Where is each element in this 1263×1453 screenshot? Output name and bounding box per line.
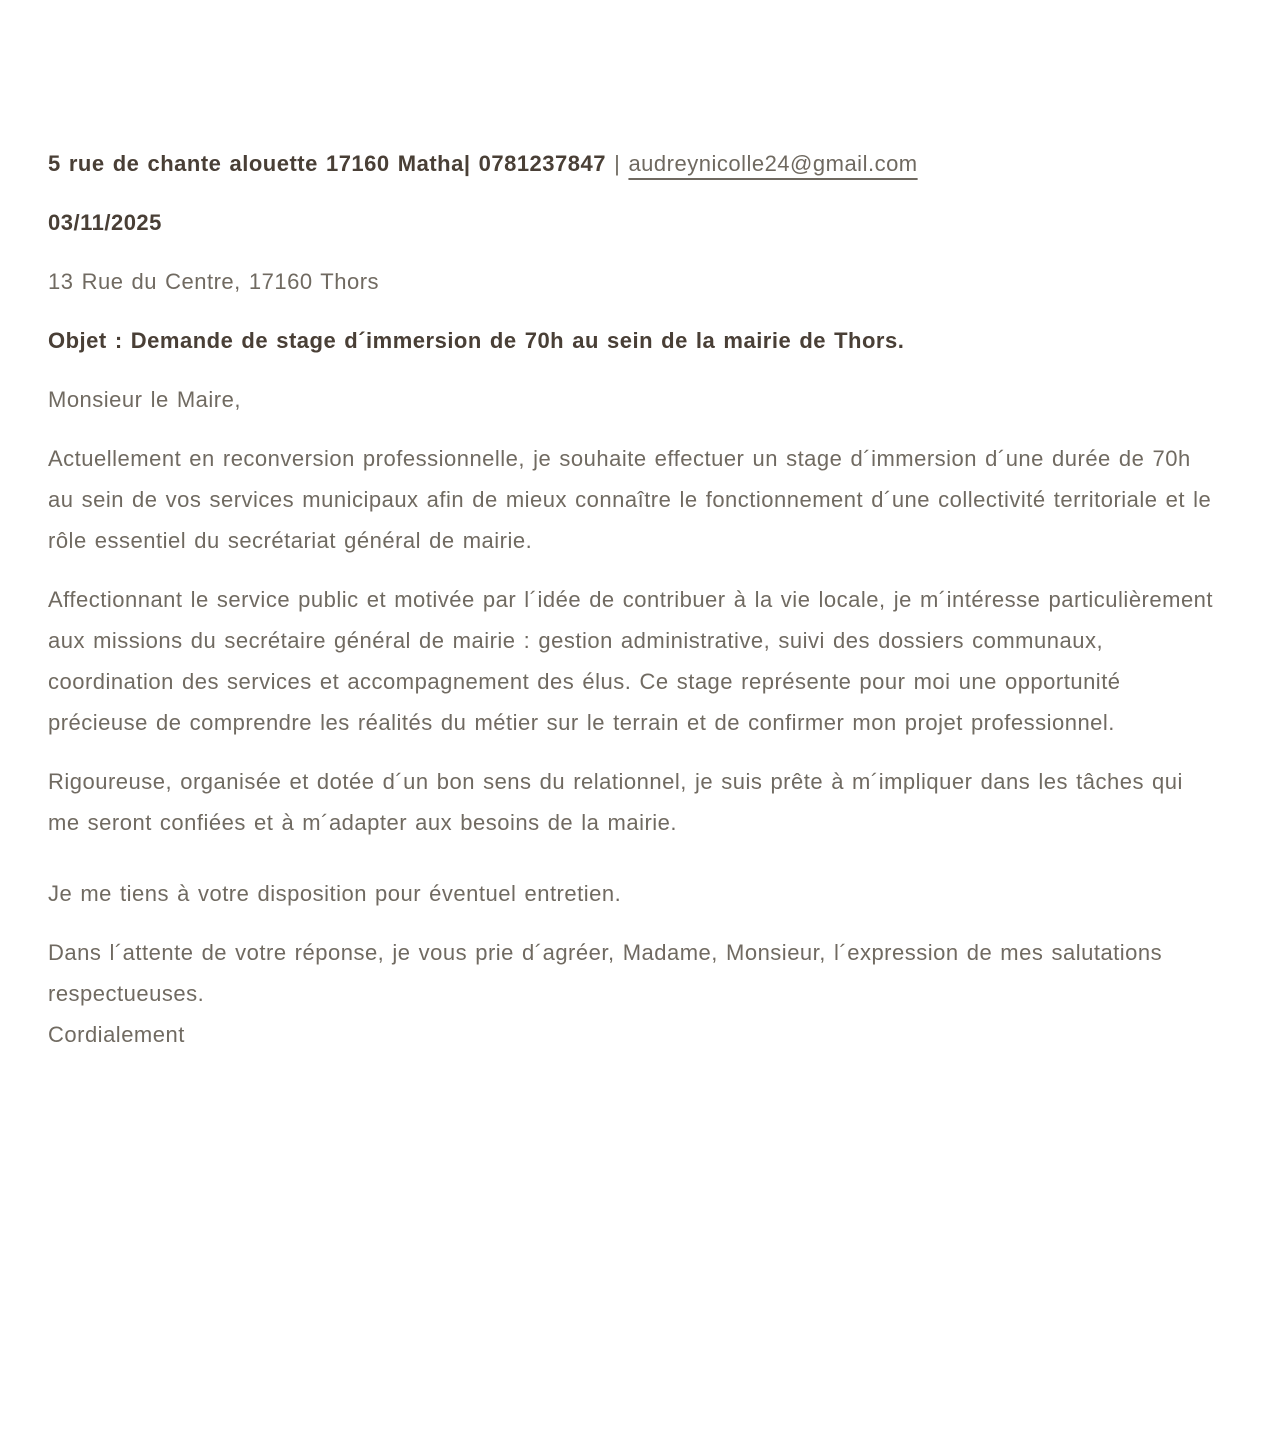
closing-paragraph	[48, 932, 1215, 1055]
closing-formula: Dans l´attente de votre réponse, je vous prie d´agréer, Madame, Monsieur, l´expression de mes salutations respectueuses.	[48, 940, 1163, 1006]
contact-phone: 0781237847	[478, 151, 606, 176]
letter-date: 03/11/2025	[48, 210, 162, 235]
separator-pipe-1: |	[463, 151, 471, 176]
letter-paragraph: Rigoureuse, organisée et dotée d´un bon sens du relationnel, je suis prête à m´impliquer dans les tâches qui me seront confiées et à m´adapter aux besoins de la mairie.	[48, 769, 1183, 835]
closing-signoff: Cordialement	[48, 1022, 185, 1047]
separator-pipe-2: |	[614, 151, 621, 176]
subject-line: Objet : Demande de stage d´immersion de 70h au sein de la mairie de Thors.	[48, 328, 905, 353]
recipient-address: 13 Rue du Centre, 17160 Thors	[48, 269, 380, 294]
letter-paragraph: Affectionnant le service public et motivée par l´idée de contribuer à la vie locale, je m´intéresse particulièrement aux missions du secrétaire général de mairie : gestion administrative, suivi des dossiers communaux, coordination des services et accompagnement des élus. Ce stage représente pour moi une opportunité précieuse de comprendre les réalités du métier sur le terrain et de confirmer mon projet professionnel.	[48, 587, 1214, 735]
contact-header	[48, 143, 1215, 184]
letter-paragraph: Je me tiens à votre disposition pour éventuel entretien.	[48, 881, 622, 906]
contact-address: 5 rue de chante alouette 17160 Matha	[48, 151, 464, 176]
email-link[interactable]: audreynicolle24@gmail.com	[628, 151, 918, 176]
salutation: Monsieur le Maire,	[48, 387, 241, 412]
letter-paragraph: Actuellement en reconversion professionnelle, je souhaite effectuer un stage d´immersion d´une durée de 70h au sein de vos services municipaux afin de mieux connaître le fonctionnement d´une collectivité territoriale et le rôle essentiel du secrétariat général de mairie.	[48, 446, 1212, 553]
